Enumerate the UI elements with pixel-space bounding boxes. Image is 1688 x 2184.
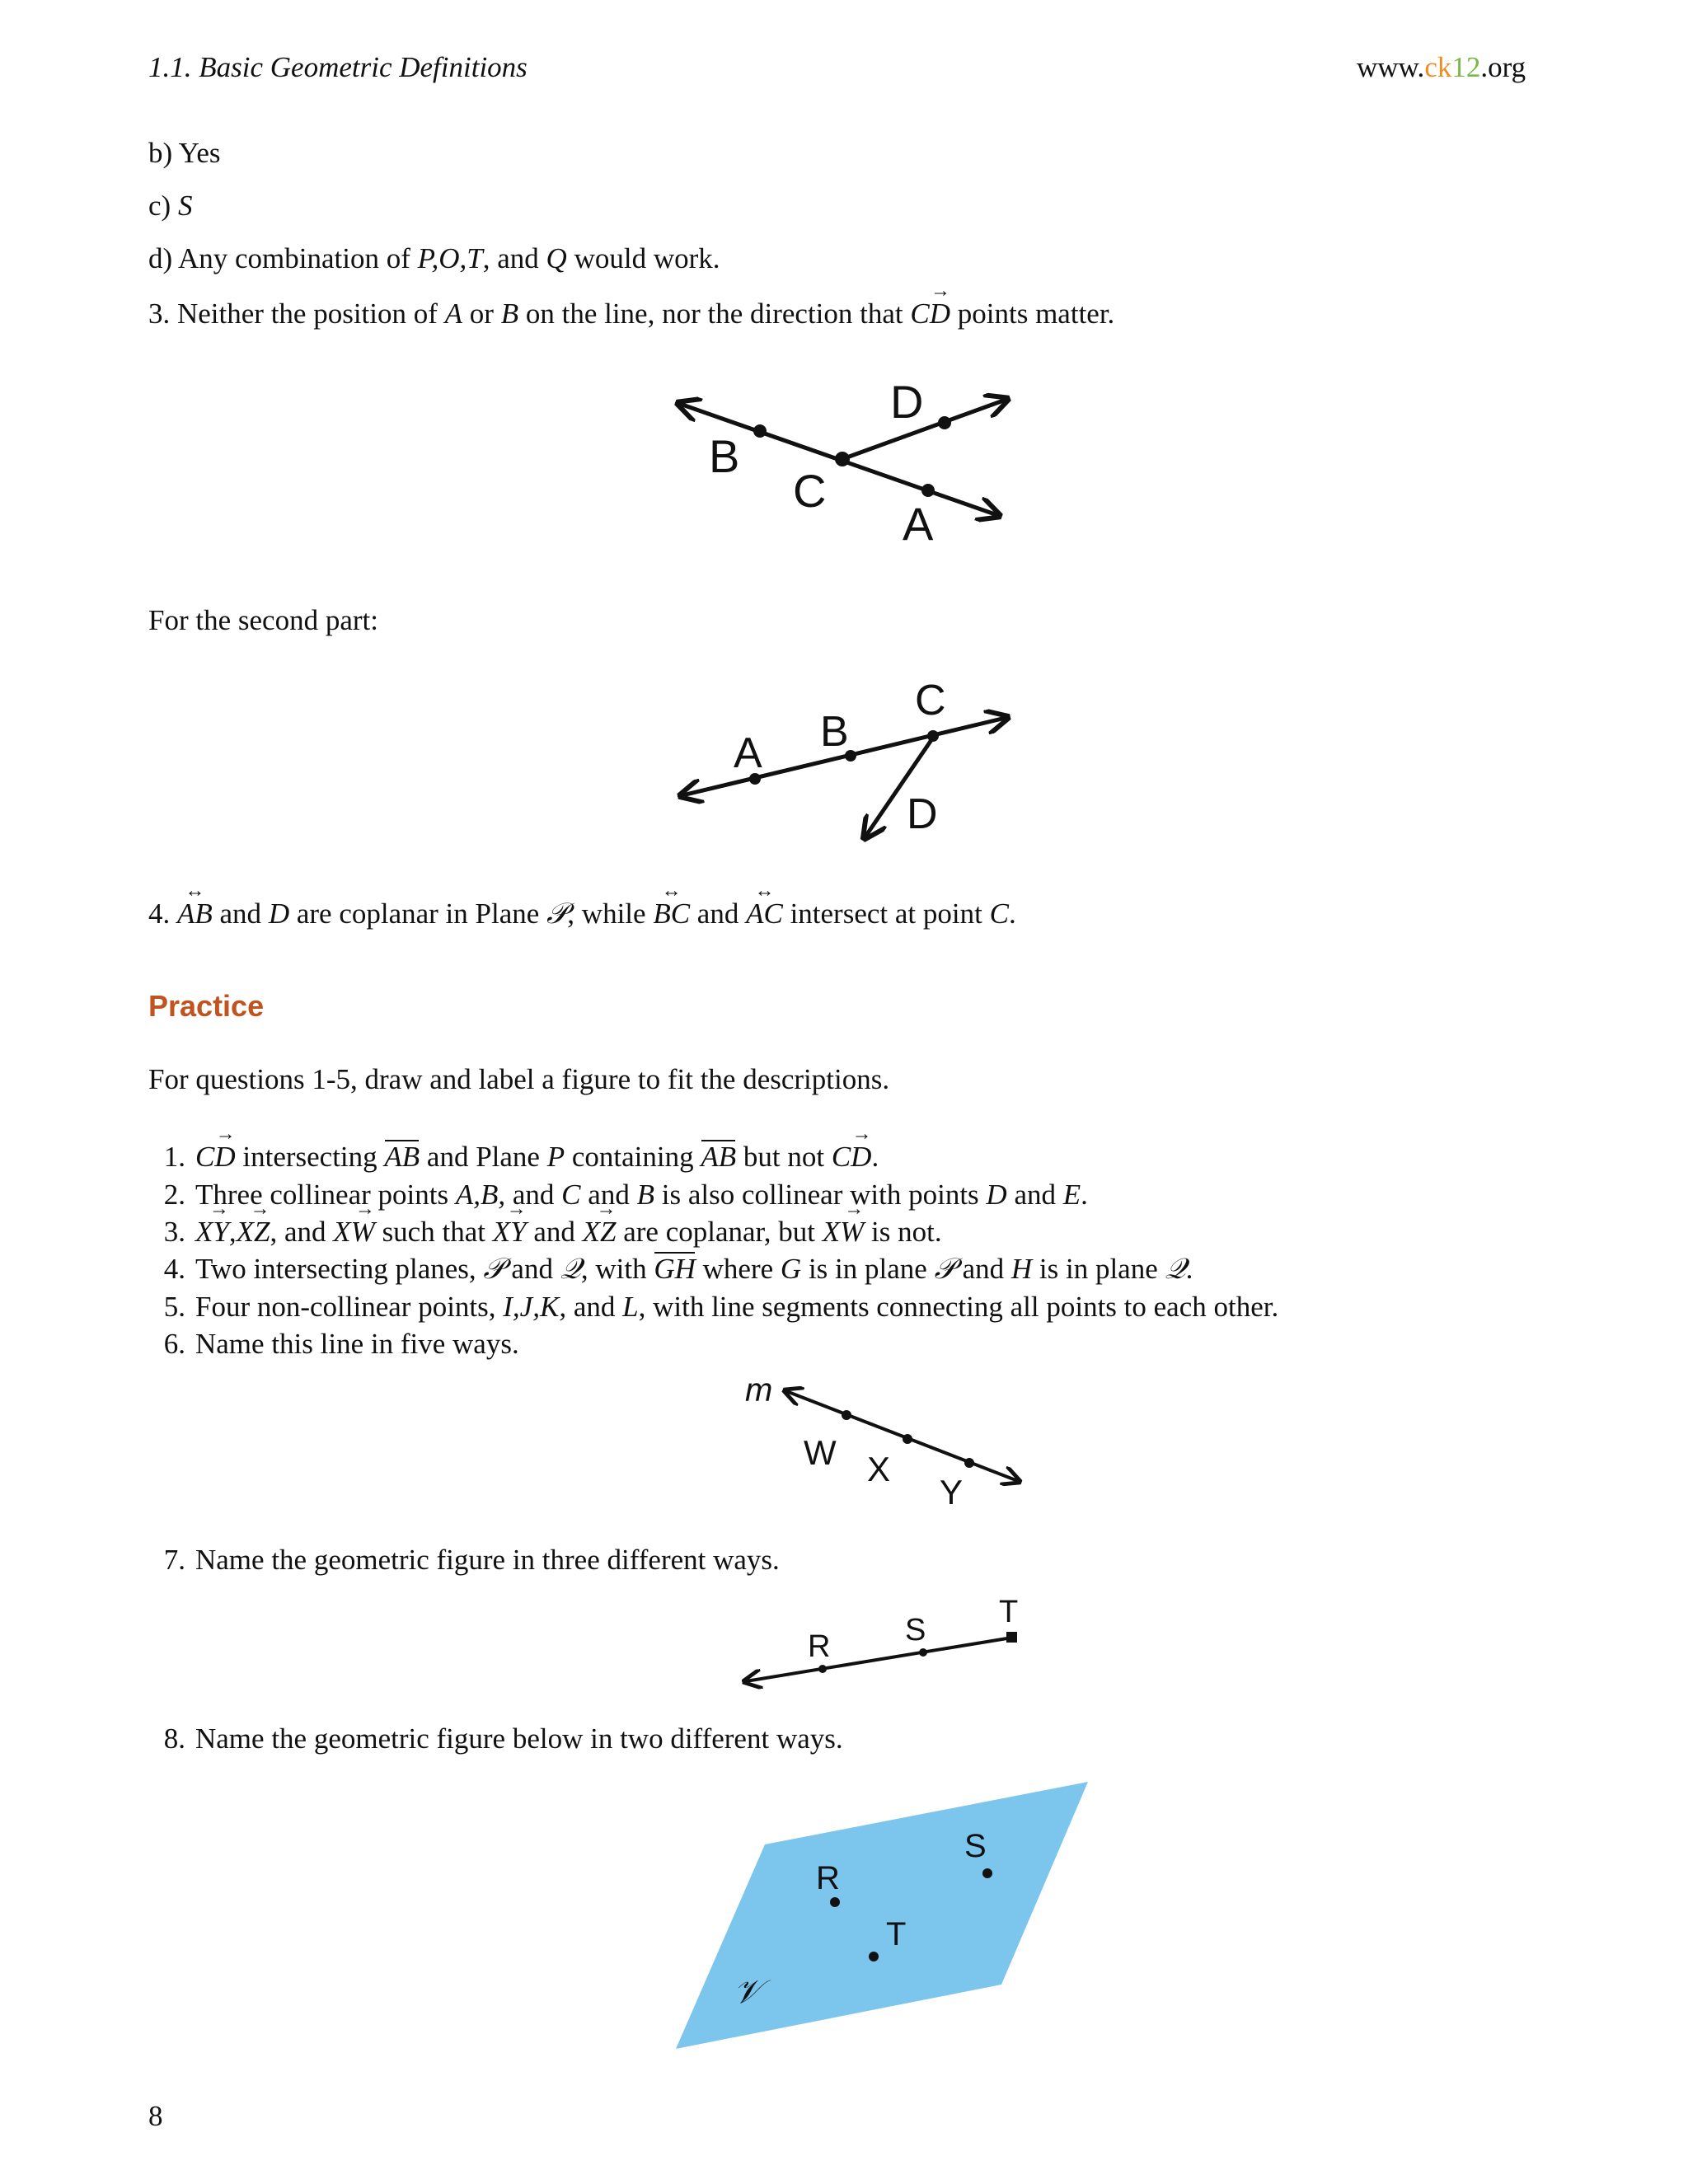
label-m: m — [745, 1372, 773, 1408]
question-7: 7. Name the geometric figure in three different ways. — [163, 1544, 780, 1576]
point-x — [903, 1434, 912, 1444]
point-s — [982, 1868, 992, 1878]
page-number: 8 — [148, 2100, 163, 2132]
label-s: S — [964, 1828, 987, 1864]
point-y — [964, 1458, 974, 1468]
question-5: 5. Four non-collinear points, I,J,K, and L, with line segments connecting all points to each other. — [163, 1291, 1279, 1323]
point-s — [919, 1648, 927, 1657]
line-ab: AB ↔ — [177, 899, 213, 928]
question-4: 4. Two intersecting planes, 𝒫 and 𝒬, with GH where G is in plane 𝒫 and H is in plane 𝒬. — [163, 1253, 1193, 1285]
label-b: B — [709, 430, 740, 482]
line-bc: BC ↔ — [653, 899, 690, 928]
point-w — [842, 1410, 851, 1420]
label-c: C — [915, 677, 946, 724]
point-t — [869, 1952, 879, 1961]
question-8: 8. Name the geometric figure below in two different ways. — [163, 1722, 843, 1755]
question-6: 6. Name this line in five ways. — [163, 1328, 519, 1360]
line-ac: AC ↔ — [746, 899, 783, 928]
practice-heading: Practice — [148, 989, 265, 1023]
point-d — [938, 416, 951, 429]
label-r: R — [808, 1629, 831, 1664]
label-t: T — [886, 1916, 907, 1952]
label-w: W — [804, 1433, 837, 1472]
point-r — [818, 1665, 827, 1673]
ray-cd-line — [842, 400, 1006, 459]
label-b: B — [820, 708, 849, 756]
label-y: Y — [940, 1473, 964, 1511]
figure-plane-v — [668, 1772, 1096, 2044]
point-b — [753, 424, 767, 438]
label-d: D — [907, 790, 938, 838]
answer-4: 4. AB ↔ and D are coplanar in Plane 𝒫, while BC ↔ and AC ↔ intersect at point C. — [148, 899, 1016, 928]
label-r: R — [816, 1860, 840, 1896]
label-c: C — [793, 465, 827, 517]
label-x: X — [867, 1450, 891, 1488]
question-2: 2. Three collinear points A,B, and C and B is also collinear with points D and E. — [163, 1179, 1088, 1211]
label-t: T — [999, 1595, 1019, 1629]
figure-line-m — [734, 1372, 1030, 1512]
label-s: S — [905, 1613, 926, 1647]
label-a: A — [734, 729, 762, 777]
figure-ray-ts — [734, 1591, 1030, 1698]
answer-b: b) Yes — [148, 137, 221, 169]
figure-intersecting-lines-1 — [659, 375, 934, 550]
practice-intro: For questions 1-5, draw and label a figure to fit the descriptions. — [148, 1063, 890, 1095]
running-header-section — [148, 53, 528, 82]
question-1: 1. CD → intersecting AB and Plane P containing AB but not CD →. — [148, 1142, 879, 1171]
second-part-label: For the second part: — [148, 604, 378, 636]
ray-cd: CD → — [910, 299, 950, 328]
site-url[interactable]: www.ck12.org — [1357, 51, 1526, 83]
section-title: 1.1. Basic Geometric Definitions — [148, 51, 528, 83]
question-3: 3. XY →,XZ →, and XW → such that XY → and XZ → are coplanar, but XW → is not. — [148, 1217, 942, 1246]
answer-d: d) Any combination of P,O,T, and Q would work. — [148, 242, 720, 274]
ray-tr — [746, 1638, 1012, 1681]
label-v: 𝒱 — [734, 1973, 762, 2011]
point-r — [830, 1897, 840, 1907]
point-c — [835, 452, 850, 466]
label-a: A — [903, 498, 934, 550]
figure-intersecting-lines-2 — [668, 672, 1014, 845]
point-t — [1006, 1632, 1017, 1643]
label-d: D — [890, 376, 924, 428]
answer-3: 3. Neither the position of A or B on the line, nor the direction that CD → points matter. — [148, 299, 1114, 328]
point-a — [921, 484, 935, 497]
point-c — [927, 730, 939, 742]
answer-c: c) S — [148, 190, 193, 222]
